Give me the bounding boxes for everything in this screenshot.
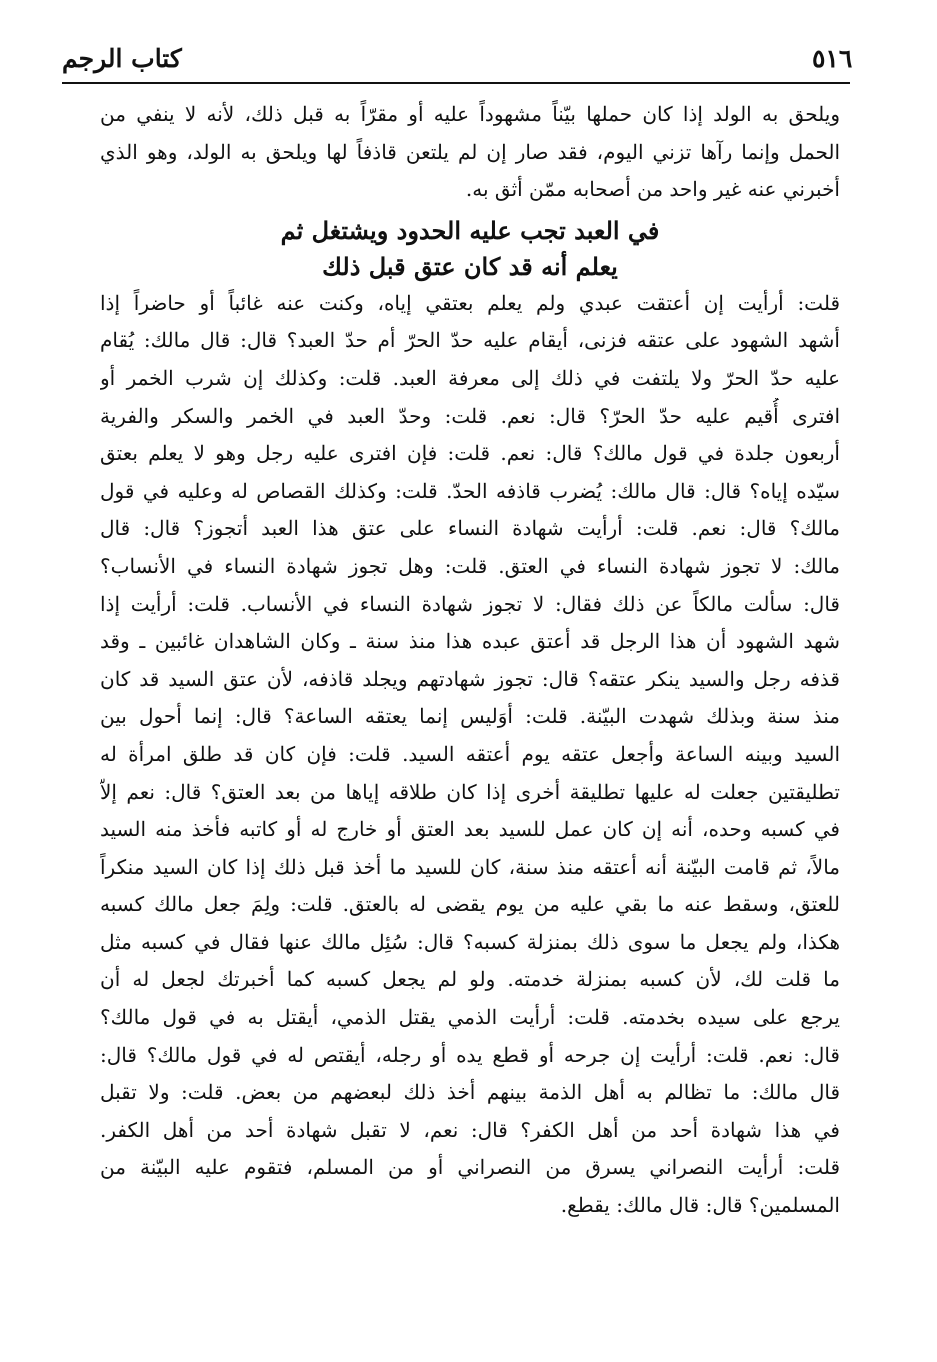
page-body (100, 96, 840, 1225)
text-line: شهد الشهود أن هذا الرجل قد أعتق عبده هذا منذ سنة ـ وكان الشاهدان غائبين ـ وقد (100, 629, 840, 654)
text-line: منذ سنة وبذلك شهدت البيّنة. قلت: أوَليس إنما يعتقه الساعة؟ قال: إنما أحول بين (100, 704, 840, 729)
text-line: مالك؟ قال: نعم. قلت: أرأيت شهادة النساء على عتق هذا العبد أتجوز؟ قال: قال (100, 516, 840, 541)
text-line: عليه حدّ الحرّ ولا يلتفت في ذلك إلى معرفة العبد. قلت: وكذلك إن شرب الخمر أو (100, 365, 840, 390)
text-line: افترى أُقيم عليه حدّ الحرّ؟ قال: نعم. قلت: وحدّ العبد في الخمر والسكر والفرية (100, 403, 840, 428)
text-line: السيد وبينه الساعة وأجعل عتقه يوم أعتقه السيد. قلت: فإن كان قد طلق امرأة له (100, 741, 840, 766)
text-line: ما قلت لك، لأن كسبه بمنزلة خدمته. ولو لم يجعل كسبه كما أخبرتك لجعل له أن (100, 967, 840, 992)
book-title: كتاب الرجم (62, 44, 182, 73)
text-line: قال: سألت مالكاً عن ذلك فقال: لا تجوز شهادة النساء في الأنساب. قلت: أرأيت إذا (100, 591, 840, 616)
text-line: قال: نعم. قلت: أرأيت إن جرحه أو قطع يده أو رجله، أيقتص له في قول مالك؟ قال: (100, 1042, 840, 1067)
text-line: للعتق، وسقط عنه ما بقي عليه من يوم يقضى له بالعتق. قلت: ولِمَ جعل مالك كسبه (100, 892, 840, 917)
section-heading (100, 213, 840, 285)
section-heading-line-1: في العبد تجب عليه الحدود ويشتغل ثم (280, 215, 660, 245)
text-line: أربعون جلدة في قول مالك؟ قال: نعم. قلت: فإن افترى عليه رجل وهو لا يعلم بعتق (100, 441, 840, 466)
text-line: قلت: أرأيت إن أعتقت عبدي ولم يعلم بعتقي إياه، وكنت عنه غائباً أو حاضراً إذا (100, 290, 840, 315)
text-line: قذفه رجل والسيد ينكر عتقه؟ قال: تجوز شهادتهم ويجلد قاذفه، لأن عتق السيد قد كان (100, 666, 840, 691)
header-rule (62, 82, 850, 84)
paragraph-2 (100, 285, 840, 1225)
section-heading-line-2: يعلم أنه قد كان عتق قبل ذلك (322, 251, 618, 281)
text-line: المسلمين؟ قال: قال مالك: يقطع. (560, 1193, 840, 1218)
text-line: قال مالك: ما تظالم به أهل الذمة بينهم أخذ ذلك لبعضهم من بعض. قلت: ولا تقبل (100, 1080, 840, 1105)
text-line: ويلحق به الولد إذا كان حملها بيّناً مشهوداً عليه أو مقرّاً به قبل ذلك، لأنه لا ينفي من (100, 102, 840, 126)
page-number: ٥١٦ (812, 44, 853, 73)
text-line: هكذا، ولم يجعل ما سوى ذلك بمنزلة كسبه؟ قال: سُئِل مالك عنها فقال في كسبه مثل (100, 929, 840, 954)
text-line: سيّده إياه؟ قال: قال مالك: يُضرب قاذفه الحدّ. قلت: وكذلك القصاص له وعليه في قول (100, 478, 840, 503)
text-line: مالاً، ثم قامت البيّنة أنه أعتقه منذ سنة، كان للسيد ما أخذ قبل ذلك إذا كان السيد منكراً (100, 854, 840, 879)
text-line: يرجع على سيده بخدمته. قلت: أرأيت الذمي يقتل الذمي، أيقتل به في قول مالك؟ (100, 1005, 840, 1030)
text-line: في كسبه وحده، أنه إن كان عمل للسيد بعد العتق أو خارج له أو كاتبه فأخذ منه السيد (100, 817, 840, 842)
text-line: أخبرني عنه غير واحد من أصحابه ممّن أثق به. (465, 177, 840, 202)
text-line: تطليقتين جعلت له عليها تطليقة أخرى إذا كان طلاقه إياها من بعد العتق؟ قال: نعم إلاّ (100, 779, 840, 804)
text-line: قلت: أرأيت النصراني يسرق من النصراني أو من المسلم، فتقوم عليه البيّنة من (100, 1155, 840, 1180)
text-line: في هذا شهادة أحد من أهل الكفر؟ قال: نعم، لا تقبل شهادة أحد من أهل الكفر. (100, 1117, 840, 1142)
text-line: مالك: لا تجوز شهادة النساء في العتق. قلت: وهل تجوز شهادة النساء في الأنساب؟ (100, 553, 840, 578)
text-line: أشهد الشهود على عتقه فزنى، أيقام عليه حدّ الحرّ أم حدّ العبد؟ قال: قال مالك: يُقام (100, 328, 840, 353)
text-line: الحمل وإنما رآها تزني اليوم، فقد صار إن لم يلتعن قاذفاً لها ويلحق به الولد، وهو الذي (100, 139, 840, 164)
paragraph-1 (100, 96, 840, 209)
